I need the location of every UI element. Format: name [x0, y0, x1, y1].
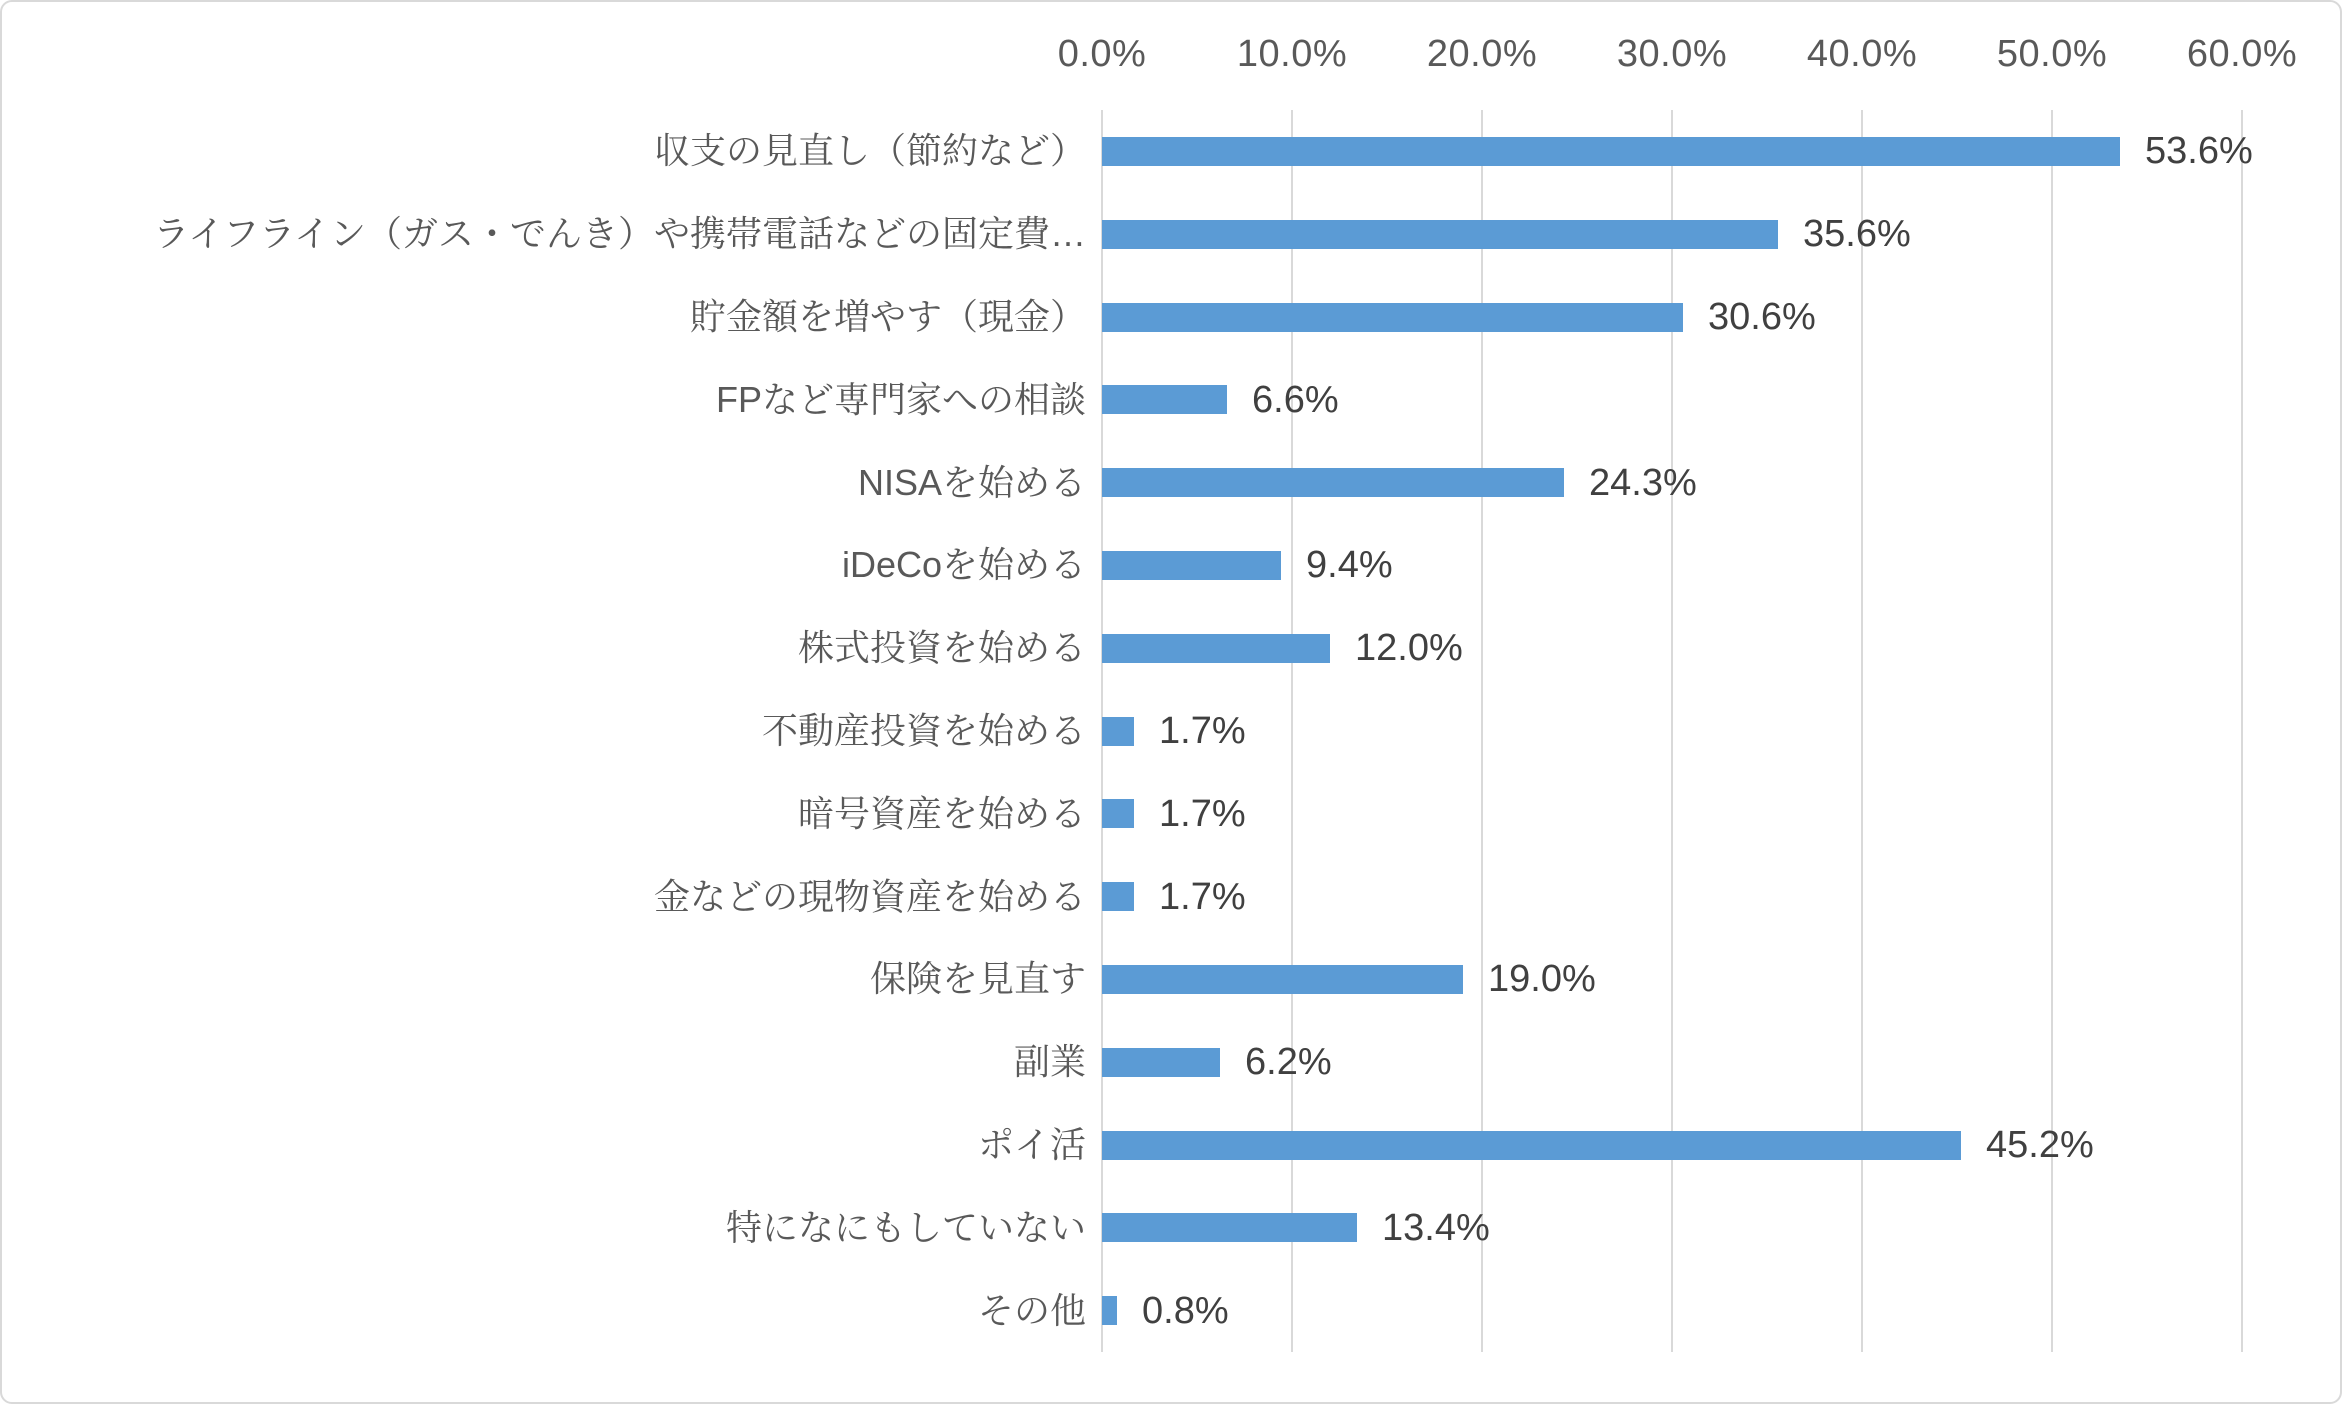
value-label: 12.0%	[1355, 627, 1463, 669]
category-label: NISAを始める	[857, 462, 1086, 503]
category-label: ライフライン（ガス・でんき）や携帯電話などの固定費…	[153, 213, 1086, 254]
bar	[1102, 634, 1330, 663]
x-axis-tick-label: 50.0%	[1996, 33, 2108, 75]
bar	[1102, 717, 1134, 746]
value-label: 19.0%	[1488, 958, 1596, 1000]
category-label: 保険を見直す	[869, 958, 1086, 999]
value-label: 35.6%	[1803, 213, 1911, 255]
category-label: 金などの現物資産を始める	[653, 876, 1086, 917]
category-label: iDeCoを始める	[841, 544, 1086, 585]
gridline	[1291, 110, 1293, 1352]
value-label: 6.6%	[1252, 379, 1339, 421]
value-label: 13.4%	[1382, 1207, 1490, 1249]
value-label: 1.7%	[1159, 876, 1246, 918]
category-label: 株式投資を始める	[797, 627, 1086, 668]
x-axis-tick-label: 30.0%	[1616, 33, 1728, 75]
value-label: 1.7%	[1159, 710, 1246, 752]
x-axis-tick-label: 60.0%	[2186, 33, 2298, 75]
category-label: 収支の見直し（節約など）	[653, 130, 1086, 171]
bar	[1102, 385, 1227, 414]
value-label: 30.6%	[1708, 296, 1816, 338]
category-label: ポイ活	[977, 1124, 1086, 1165]
x-axis-tick-label: 20.0%	[1426, 33, 1538, 75]
bar	[1102, 551, 1281, 580]
value-label: 45.2%	[1986, 1124, 2094, 1166]
category-label: 不動産投資を始める	[761, 710, 1086, 751]
gridline	[1861, 110, 1863, 1352]
category-label: その他	[977, 1290, 1086, 1331]
value-label: 1.7%	[1159, 793, 1246, 835]
category-label: 貯金額を増やす（現金）	[689, 296, 1086, 337]
bar	[1102, 1213, 1357, 1242]
bar	[1102, 1296, 1117, 1325]
value-label: 53.6%	[2145, 130, 2253, 172]
bar	[1102, 882, 1134, 911]
bar	[1102, 468, 1564, 497]
category-label: 副業	[1013, 1041, 1086, 1082]
value-label: 6.2%	[1245, 1041, 1332, 1083]
bar	[1102, 137, 2120, 166]
x-axis-tick-label: 10.0%	[1236, 33, 1348, 75]
category-label: FPなど専門家への相談	[715, 379, 1086, 420]
value-label: 24.3%	[1589, 462, 1697, 504]
category-label: 特になにもしていない	[725, 1207, 1086, 1248]
gridline	[1481, 110, 1483, 1352]
bar	[1102, 799, 1134, 828]
value-label: 9.4%	[1306, 544, 1393, 586]
bar	[1102, 1131, 1961, 1160]
gridline	[2241, 110, 2243, 1352]
bar	[1102, 1048, 1220, 1077]
value-label: 0.8%	[1142, 1290, 1229, 1332]
x-axis-tick-label: 40.0%	[1806, 33, 1918, 75]
gridline	[1671, 110, 1673, 1352]
bar	[1102, 220, 1778, 249]
bar	[1102, 965, 1463, 994]
category-label: 暗号資産を始める	[797, 793, 1086, 834]
x-axis-tick-label: 0.0%	[1057, 33, 1147, 75]
bar	[1102, 303, 1683, 332]
